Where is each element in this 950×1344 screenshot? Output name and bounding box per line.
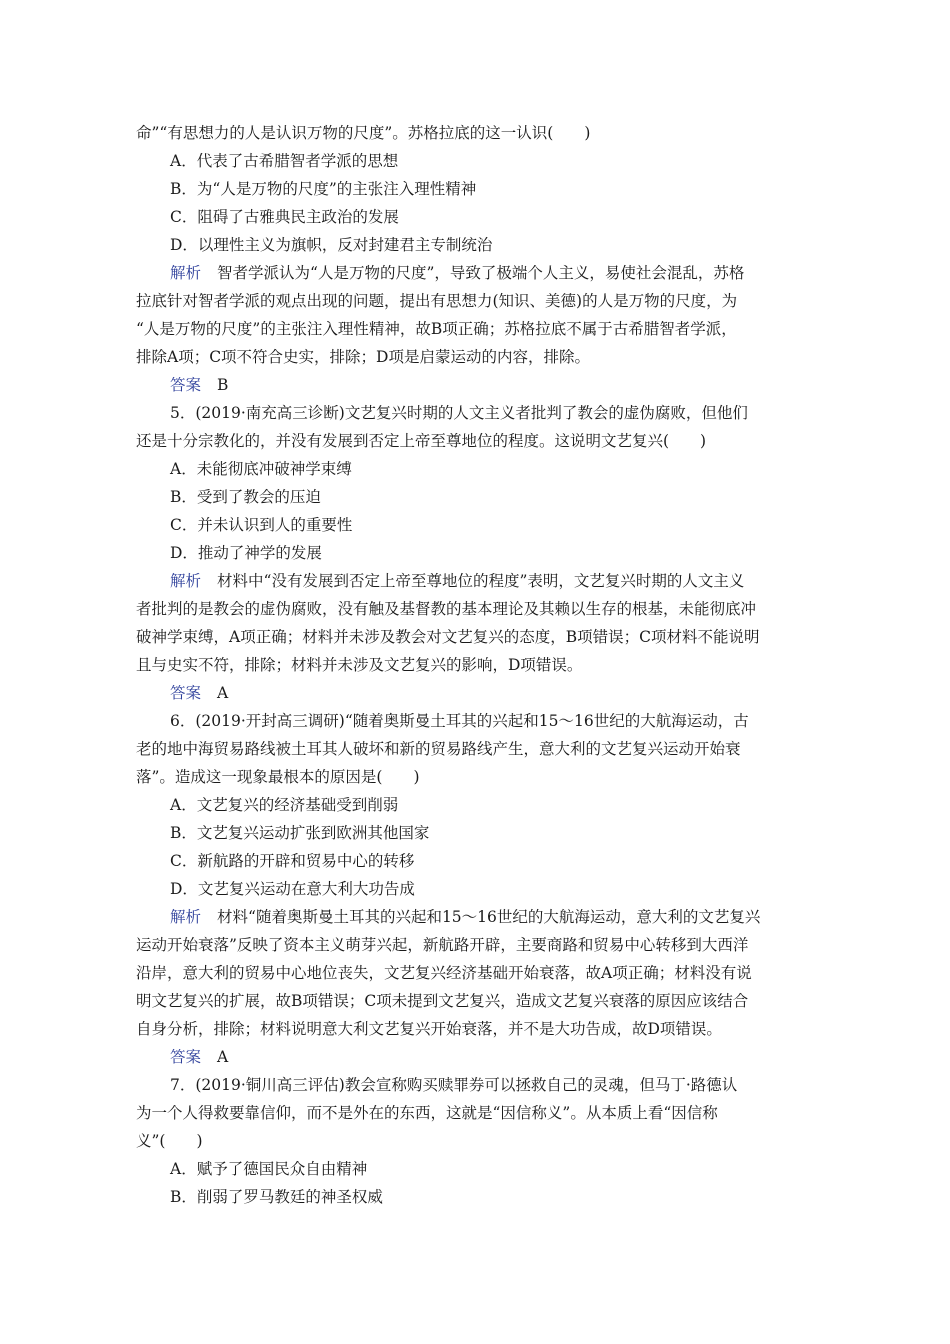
text-line: 落”。造成这一现象最根本的原因是( ) [136,768,420,786]
answer-line [170,683,228,703]
text-line: 拉底针对智者学派的观点出现的问题，提出有思想力(知识、美德)的人是万物的尺度，为 [136,292,738,310]
answer-line [170,375,228,395]
analysis-label: 解析 [170,908,202,926]
text-line: D．以理性主义为旗帜，反对封建君主专制统治 [170,236,493,254]
text-line: A．赋予了德国民众自由精神 [170,1160,368,1178]
text-line: 明文艺复兴的扩展，故B项错误；C项未提到文艺复兴，造成文艺复兴衰落的原因应该结合 [136,992,749,1010]
analysis-label: 解析 [170,264,202,282]
text-line: 沿岸，意大利的贸易中心地位丧失，文艺复兴经济基础开始衰落，故A项正确；材料没有说 [136,964,752,982]
text-line: B．削弱了罗马教廷的神圣权威 [170,1188,383,1206]
text-line: 义”( ) [136,1132,203,1150]
answer-label: 答案 [170,376,202,394]
answer-label: 答案 [170,684,202,702]
text-line: C．阻碍了古雅典民主政治的发展 [170,208,399,226]
text-line: “人是万物的尺度”的主张注入理性精神，故B项正确；苏格拉底不属于古希腊智者学派， [136,320,737,338]
text-line: D．文艺复兴运动在意大利大功告成 [170,880,415,898]
text-line: 6．(2019·开封高三调研)“随着奥斯曼土耳其的兴起和15～16世纪的大航海运动，古 [170,712,749,730]
text-line: 命”“有思想力的人是认识万物的尺度”。苏格拉底的这一认识( ) [136,124,591,142]
text-line: 老的地中海贸易路线被土耳其人破坏和新的贸易路线产生，意大利的文艺复兴运动开始衰 [136,740,741,758]
text-line: 且与史实不符，排除；材料并未涉及文艺复兴的影响，D项错误。 [136,656,583,674]
text-line: C．并未认识到人的重要性 [170,516,353,534]
text-line: 者批判的是教会的虚伪腐败，没有触及基督教的基本理论及其赖以生存的根基，未能彻底冲 [136,600,757,618]
analysis-line [170,263,744,283]
line-text: A [217,1048,229,1066]
text-line: 排除A项；C项不符合史实，排除；D项是启蒙运动的内容，排除。 [136,348,590,366]
text-line: 为一个人得救要靠信仰，而不是外在的东西，这就是“因信称义”。从本质上看“因信称 [136,1104,718,1122]
text-line: 5．(2019·南充高三诊断)文艺复兴时期的人文主义者批判了教会的虚伪腐败，但他们 [170,404,748,422]
line-text: B [217,376,229,394]
text-line: A．代表了古希腊智者学派的思想 [170,152,399,170]
line-text: 智者学派认为“人是万物的尺度”，导致了极端个人主义，易使社会混乱，苏格 [217,264,745,282]
answer-line [170,1047,228,1067]
text-line: C．新航路的开辟和贸易中心的转移 [170,852,415,870]
text-line: D．推动了神学的发展 [170,544,322,562]
line-text: 材料“随着奥斯曼土耳其的兴起和15～16世纪的大航海运动，意大利的文艺复兴 [217,908,761,926]
text-line: 破神学束缚，A项正确；材料并未涉及教会对文艺复兴的态度，B项错误；C项材料不能说明 [136,628,760,646]
text-line: A．文艺复兴的经济基础受到削弱 [170,796,399,814]
analysis-line [170,907,760,927]
answer-label: 答案 [170,1048,202,1066]
text-line: 还是十分宗教化的，并没有发展到否定上帝至尊地位的程度。这说明文艺复兴( ) [136,432,707,450]
analysis-label: 解析 [170,572,202,590]
text-line: 7．(2019·铜川高三评估)教会宣称购买赎罪券可以拯救自己的灵魂，但马丁·路德认 [170,1076,738,1094]
line-text: 材料中“没有发展到否定上帝至尊地位的程度”表明，文艺复兴时期的人文主义 [217,572,745,590]
text-line: B．为“人是万物的尺度”的主张注入理性精神 [170,180,477,198]
text-line: B．受到了教会的压迫 [170,488,321,506]
text-line: B．文艺复兴运动扩张到欧洲其他国家 [170,824,430,842]
line-text: A [217,684,229,702]
text-line: A．未能彻底冲破神学束缚 [170,460,352,478]
text-line: 运动开始衰落”反映了资本主义萌芽兴起，新航路开辟，主要商路和贸易中心转移到大西洋 [136,936,749,954]
text-line: 自身分析，排除；材料说明意大利文艺复兴开始衰落，并不是大功告成，故D项错误。 [136,1020,722,1038]
analysis-line [170,571,744,591]
